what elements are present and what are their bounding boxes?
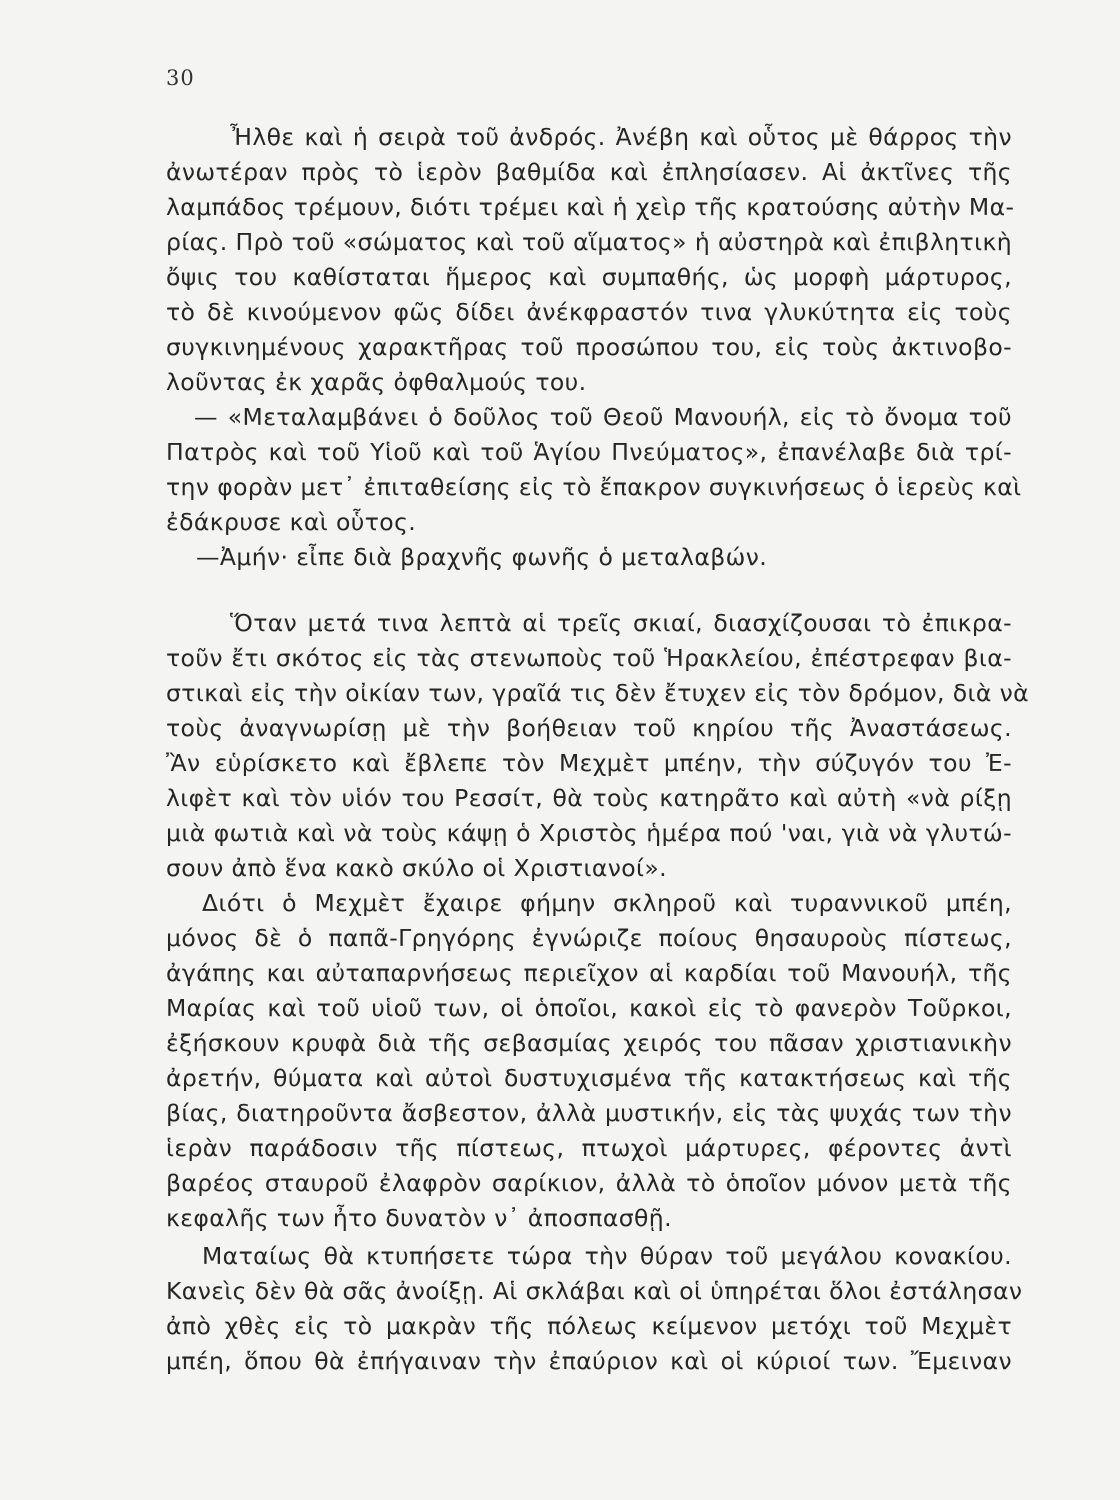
- text-line: ἀγάπης και αὐταπαρνήσεως περιεῖχον αἱ καρδίαι τοῦ Μανουήλ, τῆς: [166, 959, 1012, 987]
- text-line: ρίας. Πρὸ τοῦ «σώματος καὶ τοῦ αἵματος» ἡ αὐστηρὰ καὶ ἐπιβλητικὴ: [166, 228, 1012, 256]
- text-line: τοῦν ἔτι σκότος εἰς τὰς στενωποὺς τοῦ Ἡρακλείου, ἐπέστρεφαν βια-: [166, 644, 1012, 672]
- text-line: συγκινημένους χαρακτῆρας τοῦ προσώπου του, εἰς τοὺς ἀκτινοβο-: [166, 333, 1012, 361]
- text-line: μιὰ φωτιὰ καὶ νὰ τοὺς κάψῃ ὁ Χριστὸς ἡμέρα πού 'ναι, γιὰ νὰ γλυτώ-: [166, 819, 1012, 847]
- text-line: μπέη, ὅπου θὰ ἐπήγαιναν τὴν ἐπαύριον καὶ οἱ κύριοί των. Ἔμειναν: [166, 1347, 1012, 1375]
- text-line: ἀνωτέραν πρὸς τὸ ἱερὸν βαθμίδα καὶ ἐπλησίασεν. Αἱ ἀκτῖνες τῆς: [166, 158, 1012, 186]
- text-line: Ὅταν μετά τινα λεπτὰ αἱ τρεῖς σκιαί, διασχίζουσαι τὸ ἐπικρα-: [230, 609, 1012, 637]
- text-line: μόνος δὲ ὁ παπᾶ-Γρηγόρης ἐγνώριζε ποίους θησαυροὺς πίστεως,: [166, 924, 1012, 952]
- text-line: Κανεὶς δὲν θὰ σᾶς ἀνοίξῃ. Αἱ σκλάβαι καὶ οἱ ὑπηρέται ὅλοι ἐστάλησαν: [166, 1277, 1023, 1305]
- text-line: ἐξήσκουν κρυφὰ διὰ τῆς σεβασμίας χειρός του πᾶσαν χριστιανικὴν: [166, 1029, 1012, 1057]
- text-line: βαρέος σταυροῦ ἐλαφρὸν σαρίκιον, ἀλλὰ τὸ ὁποῖον μόνον μετὰ τῆς: [166, 1169, 1012, 1197]
- text-line: τὸ δὲ κινούμενον φῶς δίδει ἀνέκφραστόν τινα γλυκύτητα εἰς τοὺς: [166, 298, 1012, 326]
- text-line: Μαρίας καὶ τοῦ υἱοῦ των, οἱ ὁποῖοι, κακοὶ εἰς τὸ φανερὸν Τοῦρκοι,: [166, 994, 1012, 1022]
- text-line: Ματαίως θὰ κτυπήσετε τώρα τὴν θύραν τοῦ μεγάλου κονακίου.: [202, 1242, 1012, 1270]
- text-line: —Ἀμήν· εἶπε διὰ βραχνῆς φωνῆς ὁ μεταλαβών.: [196, 543, 768, 571]
- text-line: λαμπάδος τρέμουν, διότι τρέμει καὶ ἡ χεὶρ τῆς κρατούσης αὐτὴν Μα-: [166, 193, 1015, 221]
- text-line: — «Μεταλαμβάνει ὁ δοῦλος τοῦ Θεοῦ Μανουήλ, εἰς τὸ ὄνομα τοῦ: [194, 403, 1012, 431]
- text-line: ἀπὸ χθὲς εἰς τὸ μακρὰν τῆς πόλεως κείμενον μετόχι τοῦ Μεχμὲτ: [166, 1312, 1012, 1340]
- text-line: λιφὲτ καὶ τὸν υἱόν του Ρεσσίτ, θὰ τοὺς κατηρᾶτο καὶ αὐτὴ «νὰ ρίξῃ: [166, 784, 1012, 812]
- text-line: Πατρὸς καὶ τοῦ Υἱοῦ καὶ τοῦ Ἁγίου Πνεύματος», ἐπανέλαβε διὰ τρί-: [166, 438, 1012, 466]
- text-line: τοὺς ἀναγνωρίσῃ μὲ τὴν βοήθειαν τοῦ κηρίου τῆς Ἀναστάσεως.: [166, 714, 1012, 742]
- text-line: κεφαλῆς των ἦτο δυνατὸν ν᾽ ἀποσπασθῇ.: [166, 1204, 672, 1232]
- text-line: Ἂν εὑρίσκετο καὶ ἔβλεπε τὸν Μεχμὲτ μπέην, τὴν σύζυγόν του Ἐ-: [166, 749, 1012, 777]
- page-number: 30: [166, 66, 195, 90]
- text-line: σουν ἀπὸ ἕνα κακὸ σκύλο οἱ Χριστιανοί».: [166, 854, 668, 882]
- text-line: λοῦντας ἐκ χαρᾶς ὀφθαλμούς του.: [166, 368, 587, 396]
- text-line: ἐδάκρυσε καὶ οὗτος.: [166, 508, 417, 536]
- text-line: ἀρετήν, θύματα καὶ αὐτοὶ δυστυχισμένα τῆς κατακτήσεως καὶ τῆς: [166, 1064, 1012, 1092]
- text-line: βίας, διατηροῦντα ἄσβεστον, ἀλλὰ μυστικήν, εἰς τὰς ψυχάς των τὴν: [166, 1099, 1012, 1127]
- text-line: Ἦλθε καὶ ἡ σειρὰ τοῦ ἀνδρός. Ἀνέβη καὶ οὗτος μὲ θάρρος τὴν: [230, 123, 1012, 151]
- text-line: την φορὰν μετ᾽ ἐπιταθείσης εἰς τὸ ἔπακρον συγκινήσεως ὁ ἱερεὺς καὶ: [166, 473, 1022, 501]
- text-line: στικαὶ εἰς τὴν οἰκίαν των, γραῖά τις δὲν ἔτυχεν εἰς τὸν δρόμον, διὰ νὰ: [166, 679, 1030, 707]
- text-line: ἱερὰν παράδοσιν τῆς πίστεως, πτωχοὶ μάρτυρες, φέροντες ἀντὶ: [166, 1134, 1012, 1162]
- text-line: ὄψις του καθίσταται ἥμερος καὶ συμπαθής, ὡς μορφὴ μάρτυρος,: [166, 263, 1012, 291]
- text-line: Διότι ὁ Μεχμὲτ ἔχαιρε φήμην σκληροῦ καὶ τυραννικοῦ μπέη,: [202, 889, 1012, 917]
